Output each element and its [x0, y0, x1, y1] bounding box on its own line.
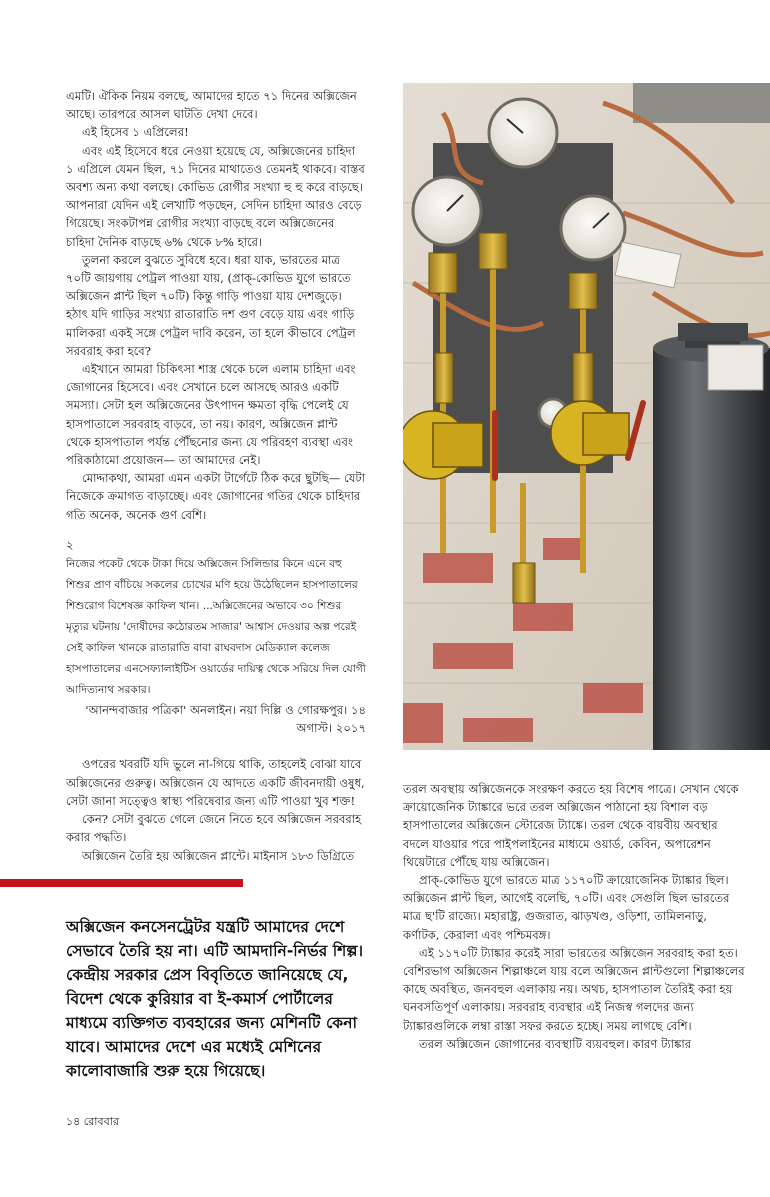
right-article-column [403, 780, 745, 1053]
paragraph: এই হিসেব ১ এপ্রিলের! [82, 125, 189, 140]
paragraph: মোদ্দাকথা, আমরা এমন একটা টার্গেটে ঠিক করে ছুটছি— যেটা নিজেকে ক্রমাগত বাড়াচ্ছে। এবং জোগানের গতির থেকে চাহিদার গতি অনেক, অনেক গুণ বেশি। [66, 471, 366, 522]
paragraph: ওপরের খবরটি যদি ভুলে না-গিয়ে থাকি, তাহলেই বোঝা যাবে অক্সিজেনের গুরুত্ব। অক্সিজেন যে আদতে একটি জীবনদায়ী ওষুধ, সেটা জানা সত্ত্বেও স্বাস্থ্য পরিষেবার জন্য এটি পাওয়া খুব শক্ত! [66, 757, 365, 808]
paragraph: এইখানে আমরা চিকিৎসা শাস্ত্র থেকে চলে এলাম চাহিদা এবং জোগানের হিসেবে। এবং সেখানে চলে আসছে আরও একটি সমস্যা। সেটা হল অক্সিজেনের উৎপাদন ক্ষমতা বৃদ্ধি পেলেই যে হাসপাতালে সরবরাহ বাড়বে, তা নয়। কারণ, অক্সিজেন প্লান্ট থেকে হাসপাতাল পর্যন্ত পৌঁছনোর জন্য যে পরিবহণ ব্যবস্থা এবং পরিকাঠামো প্রয়োজন— তা আমাদের নেই। [66, 362, 356, 468]
paragraph: তরল অবস্থায় অক্সিজেনকে সংরক্ষণ করতে হয় বিশেষ পাত্রে। সেখান থেকে ক্রায়োজেনিক ট্যাঙ্কারে ভরে তরল অক্সিজেন পাঠানো হয় বিশাল বড় হাসপাতালের অক্সিজেন স্টোরেজ ট্যাঙ্কে। তরল থেকে বায়বীয় অবস্থার বদলে যাওয়ার পরে পাইপলাইনের মাধ্যমে ওয়ার্ড, কেবিন, অপারেশন থিয়েটারে পৌঁছে যায় অক্সিজেন। [403, 782, 739, 869]
paragraph: তুলনা করলে বুঝতে সুবিধে হবে। ধরা যাক, ভারতের মাত্র ৭০টি জায়গায় পেট্রল পাওয়া যায়, (প্রাক্-কোভিড যুগে ভারতে অক্সিজেন প্লান্ট ছিল ৭০টি) কিন্তু গাড়ি পাওয়া যায় দেশজুড়ে। হঠাৎ যদি গাড়ির সংখ্যা রাতারাতি দশ গুণ বেড়ে যায় এবং গাড়ি মালিকরা একই সঙ্গে পেট্রল দাবি করেন, তা হলে কীভাবে পেট্রল সরবরাহ করা হবে? [66, 252, 356, 358]
oxygen-manifold-photo [403, 83, 770, 750]
paragraph: অক্সিজেন তৈরি হয় অক্সিজেন প্লান্টে। মাইনাস ১৮৩ ডিগ্রিতে [82, 848, 355, 863]
quote-source: 'আনন্দবাজার পত্রিকা' অনলাইন। নয়া দিল্লি ও গোরক্ষপুর। ১৪ অগাস্ট। ২০১৭ [85, 703, 366, 736]
left-article-column [66, 87, 366, 865]
pull-quote: অক্সিজেন কনসেনট্রেটর যন্ত্রটি আমাদের দেশে সেভাবে তৈরি হয় না। এটি আমদানি-নির্ভর শিল্প। কেন্দ্রীয় সরকার প্রেস বিবৃতিতে জানিয়েছে যে, বিদেশ থেকে কুরিয়ার বা ই-কমার্স পোর্টালের মাধ্যমে ব্যক্তিগত ব্যবহারের জন্য মেশিনটি কেনা যাবে। আমাদের দেশে এর মধ্যেই মেশিনের কালোবাজারি শুরু হয়ে গিয়েছে। [66, 918, 364, 1080]
paragraph: প্রাক্-কোভিড যুগে ভারতে মাত্র ১১৭০টি ক্রায়োজেনিক ট্যাঙ্কার ছিল। অক্সিজেন প্লান্ট ছিল, আগেই বলেছি, ৭০টি। এবং সেগুলি ছিল ভারতের মাত্র ছ'টি রাজ্যে। মহারাষ্ট্র, গুজরাত, ঝাড়খণ্ড, ওড়িশা, তামিলনাড়ু, কর্ণাটক, কেরালা এবং পশ্চিমবঙ্গ। [403, 873, 730, 942]
red-accent-rule [0, 879, 243, 887]
paragraph: এই ১১৭০টি ট্যাঙ্কার করেই সারা ভারতের অক্সিজেন সরবরাহ করা হত। বেশিরভাগ অক্সিজেন শিল্পাঞ্চলে যায় বলে অক্সিজেন প্লান্টগুলো শিল্পাঞ্চলের কাছে অবস্থিত, জনবহুল এলাকায় নয়। অথচ, হাসপাতাল তৈরিই করা হয় ঘনবসতিপূর্ণ এলাকায়। সরবরাহ ব্যবস্থার এই নিজস্ব গলদের জন্য ট্যাঙ্কারগুলিকে লম্বা রাস্তা সফর করতে হচ্ছে। সময় লাগছে বেশি। [403, 945, 745, 1033]
news-quote: নিজের পকেট থেকে টাকা দিয়ে অক্সিজেন সিলিন্ডার কিনে এনে বহু শিশুর প্রাণ বাঁচিয়ে সকলের চোখের মণি হয়ে উঠেছিলেন হাসপাতালের শিশুরোগ বিশেষজ্ঞ কাফিল খান। ...অক্সিজেনের অভাবে ৩০ শিশুর মৃত্যুর ঘটনায় 'দোষীদের কঠোরতম সাজার' আশ্বাস দেওয়ার অল্প পরেই সেই কাফিল খানকে রাতারাতি বাবা রাঘবদাস মেডিক্যাল কলেজ হাসপাতালের এনসেফ্যালাইটিস ওয়ার্ডের দায়িত্ব থেকে সরিয়ে দিল যোগী আদিত্যনাথ সরকার। [66, 558, 366, 697]
paragraph: এবং এই হিসেবে ধরে নেওয়া হয়েছে যে, অক্সিজেনের চাহিদা ১ এপ্রিলে যেমন ছিল, ৭১ দিনের মাথাতেও তেমনই থাকবে। বাস্তব অবশ্য অন্য কথা বলছে। কোভিড রোগীর সংখ্যা হু হু করে বাড়ছে। আপনারা যেদিন এই লেখাটি পড়ছেন, সেদিন চাহিদা আরও বেড়ে গিয়েছে। সংকটাপন্ন রোগীর সংখ্যা বাড়ছে বলে অক্সিজেনের চাহিদা দৈনিক বাড়ছে ৬% থেকে ৮% হারে। [66, 143, 365, 249]
page-footer: ১৪ রোববার [66, 1115, 119, 1128]
section-number: ২ [66, 537, 74, 552]
paragraph: এমটি। ঐকিক নিয়ম বলছে, আমাদের হাতে ৭১ দিনের অক্সিজেন আছে। তারপরে আসল ঘাটতি দেখা দেবে। [66, 89, 357, 122]
paragraph: তরল অক্সিজেন জোগানের ব্যবস্থাটি ব্যয়বহুল। কারণ ট্যাঙ্কার [419, 1036, 692, 1051]
paragraph: কেন? সেটা বুঝতে গেলে জেনে নিতে হবে অক্সিজেন সরবরাহ করার পদ্ধতি। [66, 812, 362, 845]
